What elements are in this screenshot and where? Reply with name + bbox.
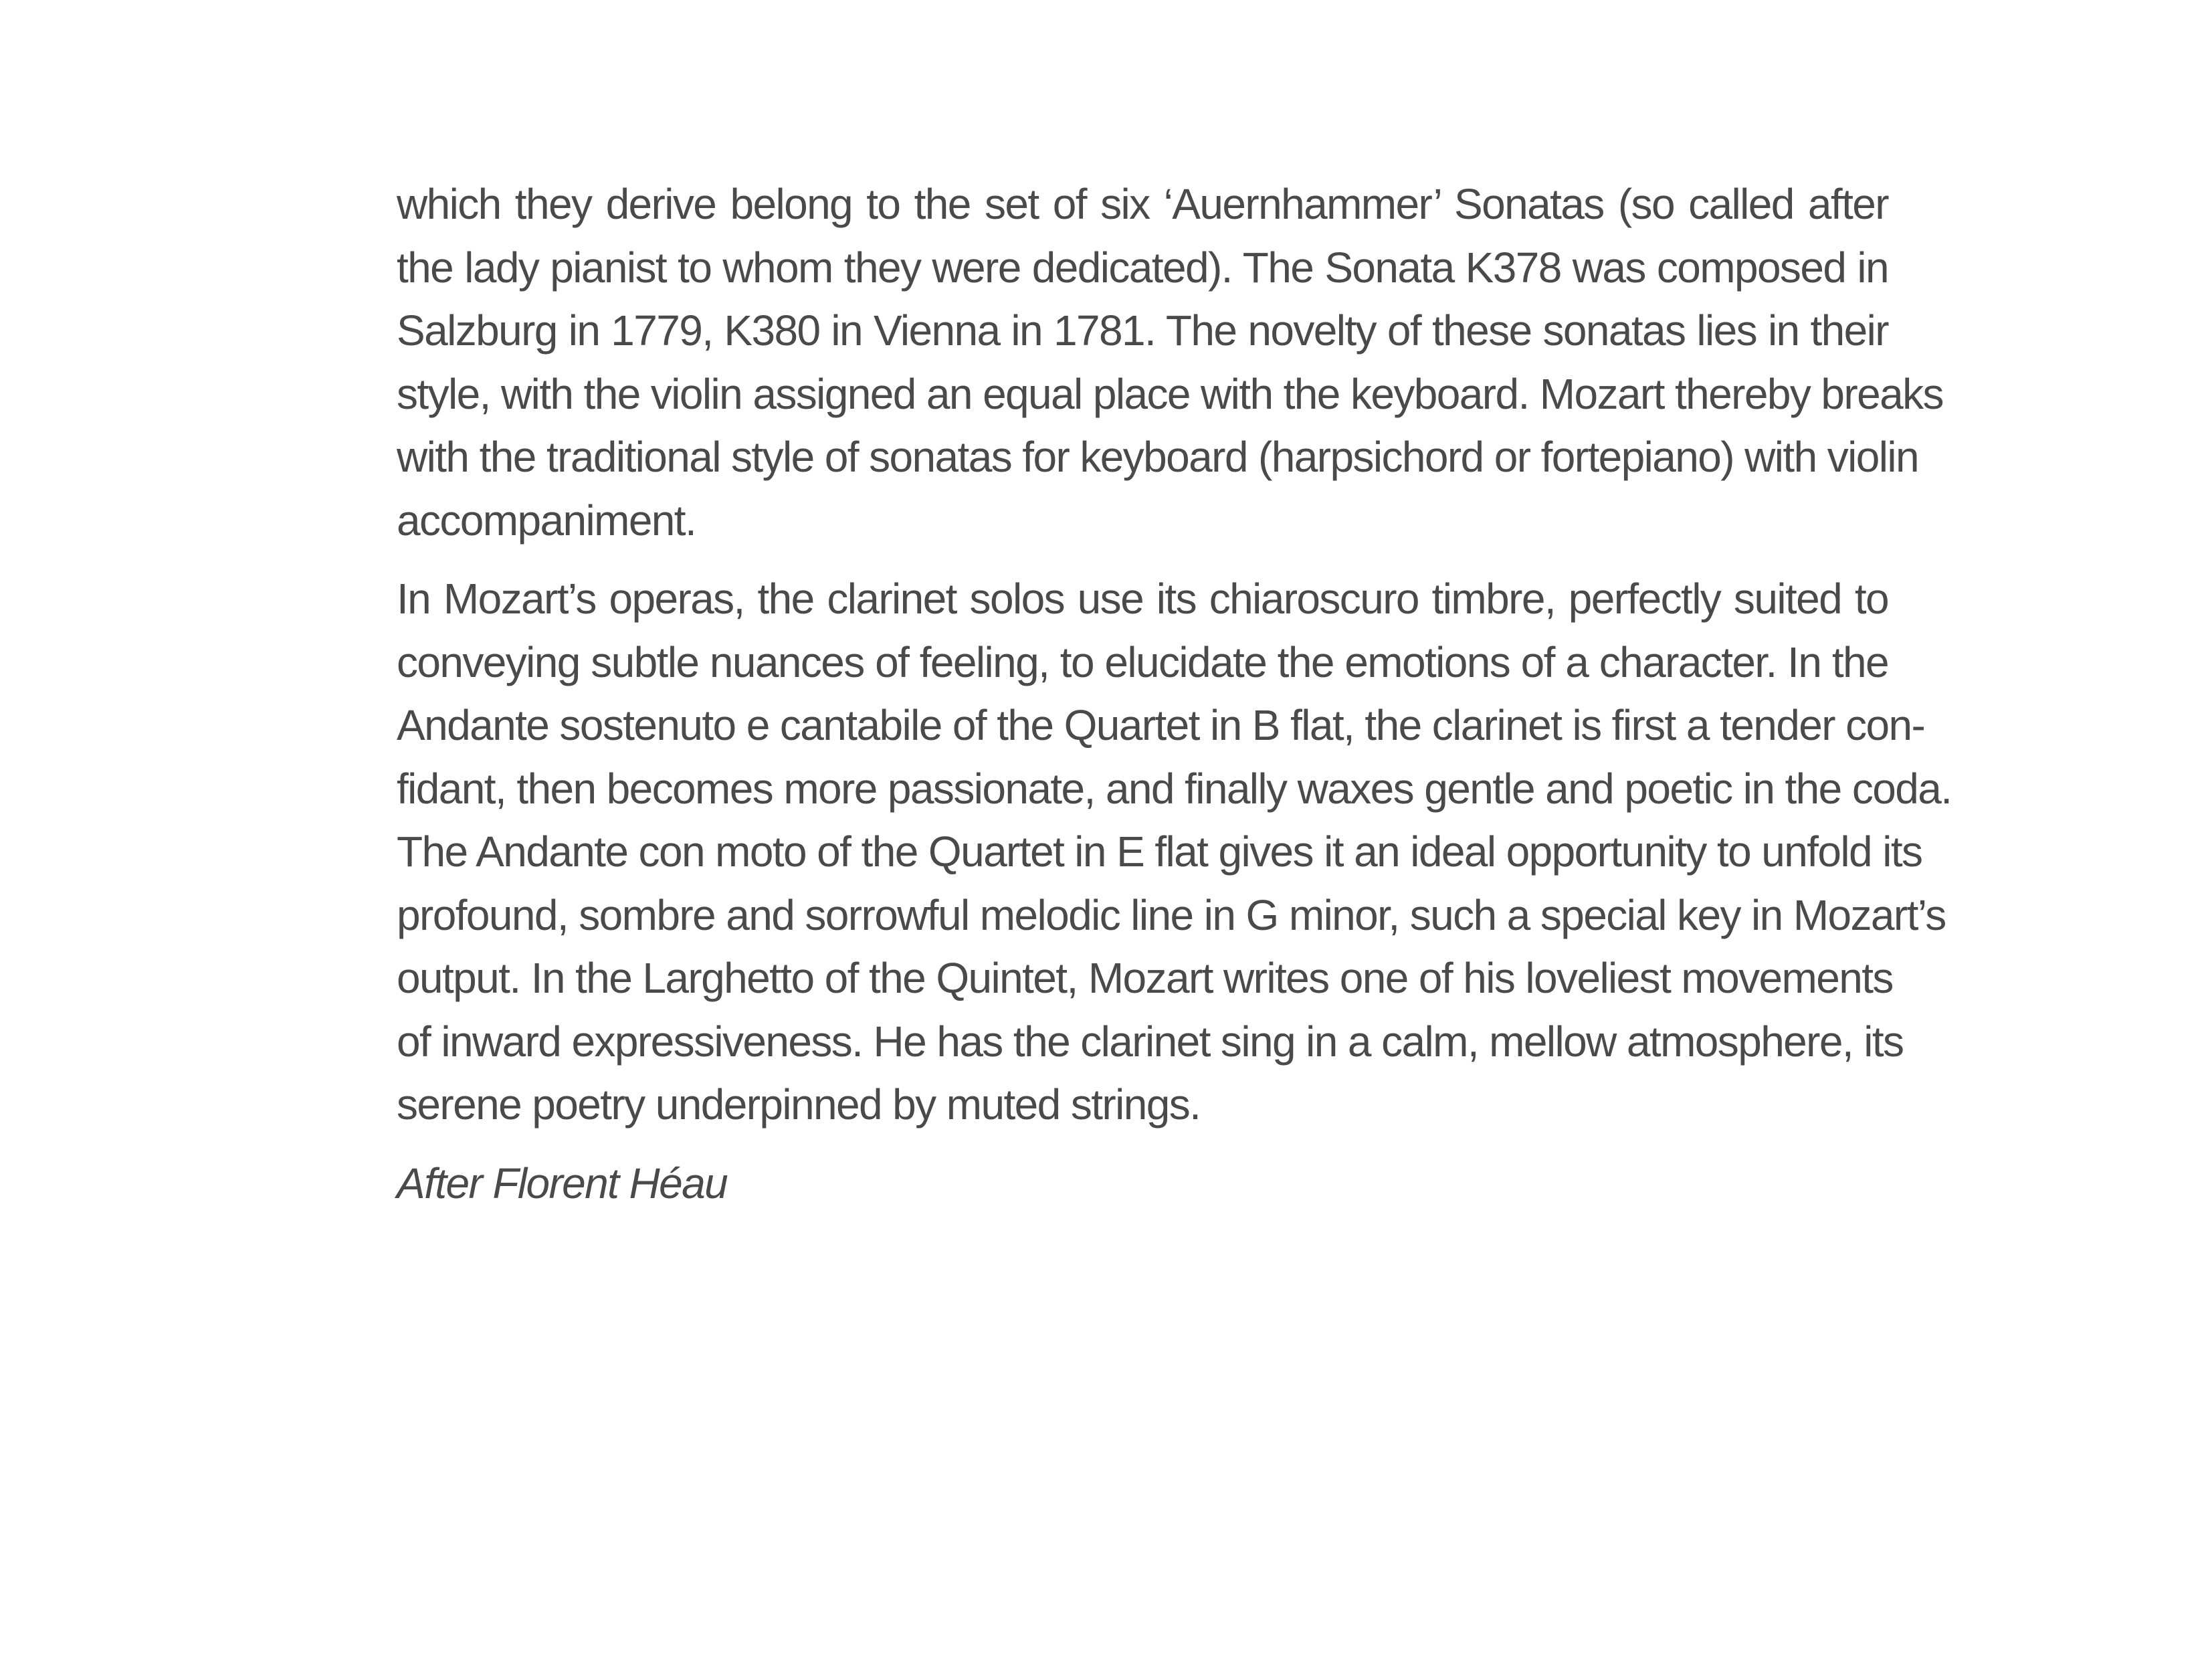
author-attribution: After Florent Héau	[397, 1159, 728, 1207]
text-line: serene poetry underpinned by muted strings.	[397, 1080, 1201, 1129]
text-line: accompaniment.	[397, 496, 696, 545]
text-line: In Mozart’s operas, the clarinet solos use its chiaroscuro timbre, perfectly suited to	[397, 575, 1888, 623]
liner-notes-text	[397, 173, 1952, 1215]
text-line: the lady pianist to whom they were dedicated). The Sonata K378 was composed in	[397, 243, 1888, 292]
text-line: The Andante con moto of the Quartet in E flat gives it an ideal opportunity to unfold its	[397, 827, 1922, 876]
text-line: style, with the violin assigned an equal place with the keyboard. Mozart thereby breaks	[397, 369, 1943, 418]
text-line: output. In the Larghetto of the Quintet, Mozart writes one of his loveliest movements	[397, 954, 1893, 1002]
paragraph-1	[397, 173, 1943, 552]
text-line: with the traditional style of sonatas for keyboard (harpsichord or fortepiano) with violin	[397, 433, 1919, 481]
text-line: Salzburg in 1779, K380 in Vienna in 1781. The novelty of these sonatas lies in their	[397, 306, 1888, 355]
text-line: of inward expressiveness. He has the clarinet sing in a calm, mellow atmosphere, its	[397, 1017, 1904, 1066]
paragraph-spacer	[397, 1137, 1888, 1152]
text-line: Andante sostenuto e cantabile of the Quartet in B flat, the clarinet is first a tender con-	[397, 701, 1925, 749]
text-line: fidant, then becomes more passionate, and finally waxes gentle and poetic in the coda.	[397, 764, 1952, 813]
text-line: conveying subtle nuances of feeling, to elucidate the emotions of a character. In the	[397, 638, 1888, 686]
text-line: profound, sombre and sorrowful melodic line in G minor, such a special key in Mozart’s	[397, 890, 1946, 939]
paragraph-2	[397, 567, 1952, 1137]
paragraph-spacer	[397, 552, 1888, 567]
text-line: which they derive belong to the set of six ‘Auernhammer’ Sonatas (so called after	[397, 180, 1888, 228]
